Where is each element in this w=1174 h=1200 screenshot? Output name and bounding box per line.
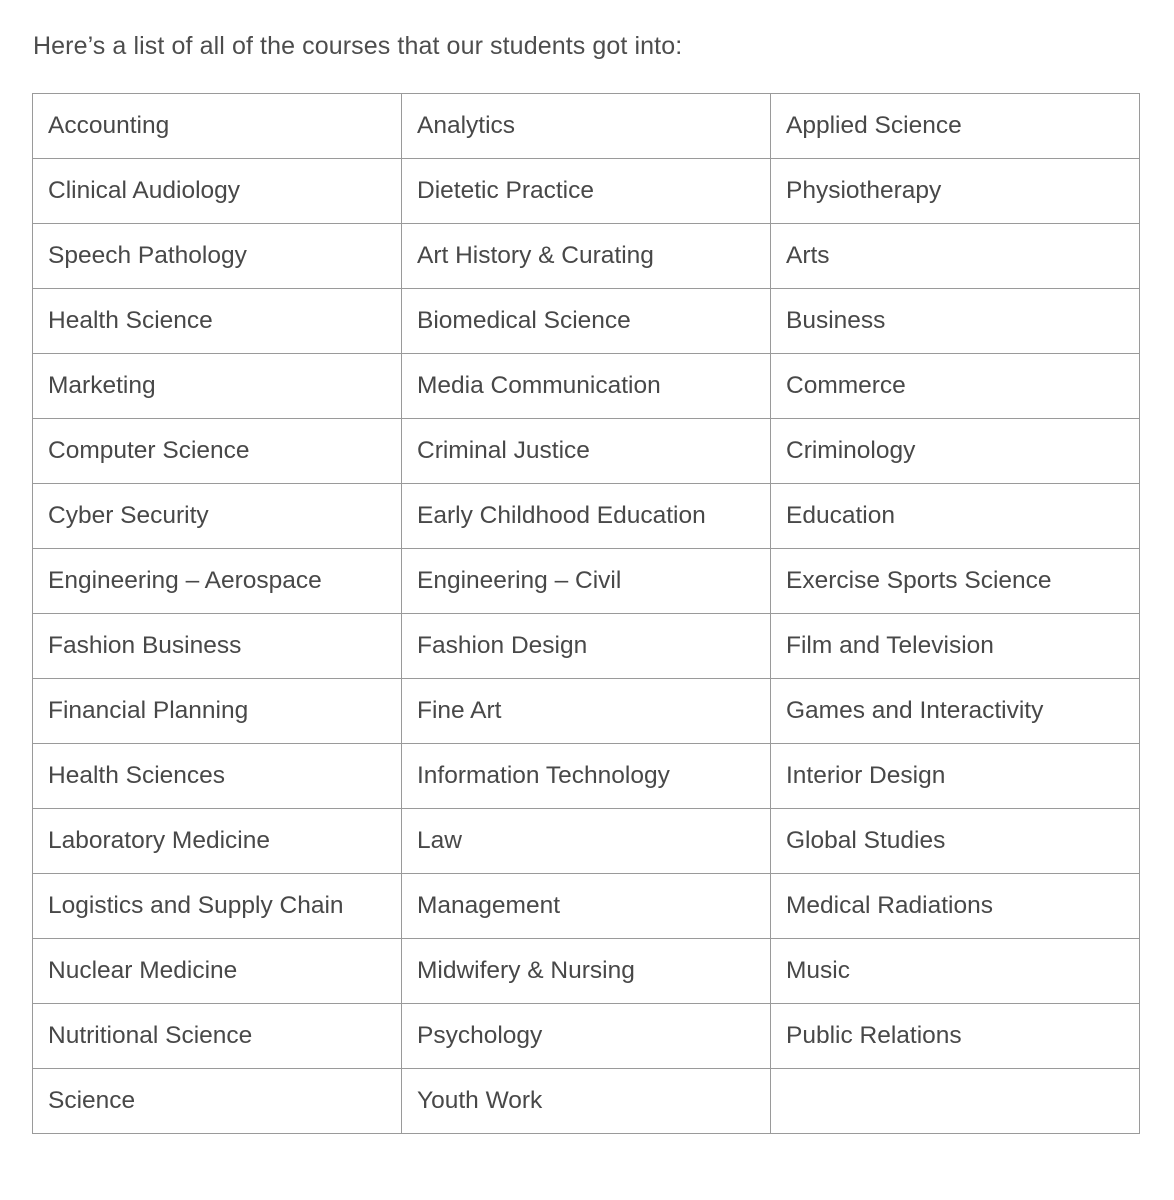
table-row xyxy=(33,744,1140,809)
table-cell: Applied Science xyxy=(771,94,1140,159)
table-cell: Nuclear Medicine xyxy=(33,939,402,1004)
table-cell: Fine Art xyxy=(402,679,771,744)
table-row xyxy=(33,224,1140,289)
courses-table-body xyxy=(33,94,1140,1134)
table-cell: Information Technology xyxy=(402,744,771,809)
table-row xyxy=(33,484,1140,549)
table-row xyxy=(33,419,1140,484)
table-row xyxy=(33,614,1140,679)
table-cell: Science xyxy=(33,1069,402,1134)
table-cell: Media Communication xyxy=(402,354,771,419)
table-cell: Law xyxy=(402,809,771,874)
table-cell: Early Childhood Education xyxy=(402,484,771,549)
table-cell: Nutritional Science xyxy=(33,1004,402,1069)
table-cell: Biomedical Science xyxy=(402,289,771,354)
table-cell: Management xyxy=(402,874,771,939)
table-row xyxy=(33,159,1140,224)
table-cell: Health Science xyxy=(33,289,402,354)
table-cell: Clinical Audiology xyxy=(33,159,402,224)
table-cell: Exercise Sports Science xyxy=(771,549,1140,614)
table-row xyxy=(33,809,1140,874)
table-cell: Commerce xyxy=(771,354,1140,419)
table-cell: Art History & Curating xyxy=(402,224,771,289)
table-row xyxy=(33,354,1140,419)
intro-text: Here’s a list of all of the courses that our students got into: xyxy=(33,32,683,60)
table-cell: Logistics and Supply Chain xyxy=(33,874,402,939)
table-cell: Computer Science xyxy=(33,419,402,484)
table-row xyxy=(33,679,1140,744)
table-row xyxy=(33,874,1140,939)
table-cell: Financial Planning xyxy=(33,679,402,744)
table-cell: Medical Radiations xyxy=(771,874,1140,939)
table-cell: Global Studies xyxy=(771,809,1140,874)
table-cell: Analytics xyxy=(402,94,771,159)
table-cell: Public Relations xyxy=(771,1004,1140,1069)
table-cell: Marketing xyxy=(33,354,402,419)
table-cell: Film and Television xyxy=(771,614,1140,679)
table-cell: Arts xyxy=(771,224,1140,289)
table-row xyxy=(33,94,1140,159)
table-cell: Games and Interactivity xyxy=(771,679,1140,744)
table-cell: Engineering – Civil xyxy=(402,549,771,614)
table-cell: Education xyxy=(771,484,1140,549)
table-cell: Health Sciences xyxy=(33,744,402,809)
table-cell: Fashion Business xyxy=(33,614,402,679)
table-cell: Criminology xyxy=(771,419,1140,484)
table-cell: Engineering – Aerospace xyxy=(33,549,402,614)
table-cell: Criminal Justice xyxy=(402,419,771,484)
table-row xyxy=(33,549,1140,614)
table-row xyxy=(33,939,1140,1004)
table-cell: Fashion Design xyxy=(402,614,771,679)
table-cell: Laboratory Medicine xyxy=(33,809,402,874)
table-cell xyxy=(771,1069,1140,1134)
table-cell: Interior Design xyxy=(771,744,1140,809)
table-cell: Youth Work xyxy=(402,1069,771,1134)
table-row xyxy=(33,1069,1140,1134)
table-row xyxy=(33,289,1140,354)
table-cell: Speech Pathology xyxy=(33,224,402,289)
table-cell: Midwifery & Nursing xyxy=(402,939,771,1004)
table-cell: Dietetic Practice xyxy=(402,159,771,224)
table-cell: Accounting xyxy=(33,94,402,159)
table-row xyxy=(33,1004,1140,1069)
table-cell: Business xyxy=(771,289,1140,354)
table-cell: Physiotherapy xyxy=(771,159,1140,224)
courses-table xyxy=(32,93,1140,1134)
table-cell: Music xyxy=(771,939,1140,1004)
table-cell: Cyber Security xyxy=(33,484,402,549)
table-cell: Psychology xyxy=(402,1004,771,1069)
